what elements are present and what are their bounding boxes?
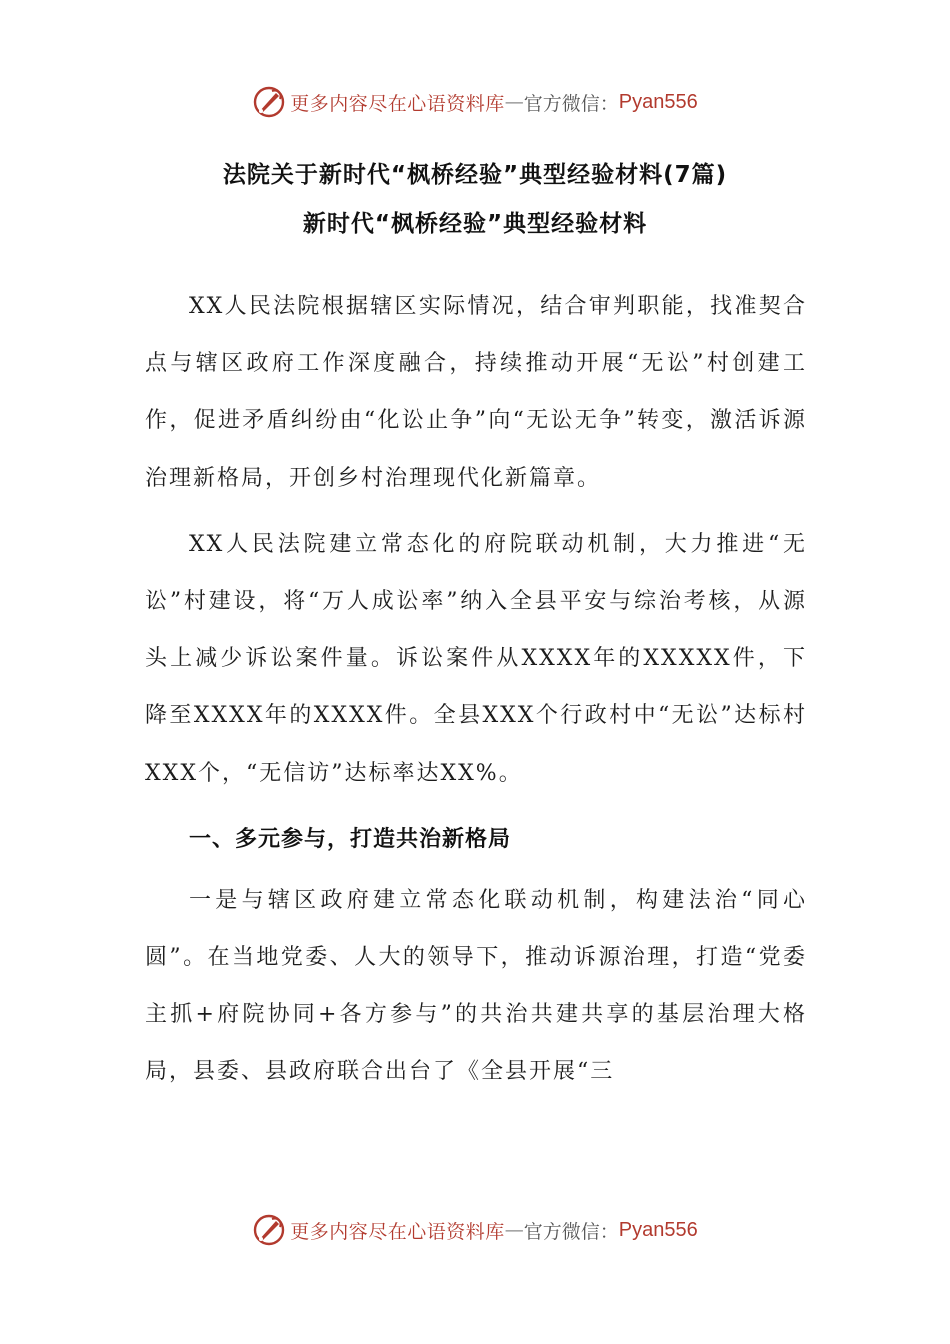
banner-wechat-id: Pyan556 <box>618 1218 698 1241</box>
document-subtitle: 新时代“枫桥经验”典型经验材料 <box>302 211 648 237</box>
document-body <box>145 278 807 1101</box>
banner-separator: — <box>504 91 524 113</box>
body-paragraph: XX人民法院建立常态化的府院联动机制，大力推进“无讼”村建设，将“万人成讼率”纳入全县平安与综治考核，从源头上减少诉讼案件量。诉讼案件从XXXX年的XXXXX件，下降至XXXX年的XXXX件。全县XXX个行政村中“无讼”达标村XXX个，“无信访”达标率达XX%。 <box>145 531 807 786</box>
quill-logo-icon <box>252 1213 286 1247</box>
banner-site-text: 更多内容尽在心语资料库 <box>290 1220 505 1243</box>
document-title: 法院关于新时代“枫桥经验”典型经验材料(7篇) <box>222 162 728 188</box>
section-paragraph: 一是与辖区政府建立常态化联动机制，构建法治“同心圆”。在当地党委、人大的领导下，推动诉源治理，打造“党委主抓+府院协同+各方参与”的共治共建共享的基层治理大格局，县委、县政府联合出台了《全县开展“三 <box>145 887 807 1085</box>
quill-logo-icon <box>252 85 286 119</box>
footer-watermark-banner <box>0 1208 950 1252</box>
banner-wechat-id: Pyan556 <box>618 90 698 113</box>
banner-wechat-label: 官方微信： <box>523 92 619 115</box>
header-watermark-banner <box>0 80 950 124</box>
body-paragraph: XX人民法院根据辖区实际情况，结合审判职能，找准契合点与辖区政府工作深度融合，持续推动开展“无讼”村创建工作，促进矛盾纠纷由“化讼止争”向“无讼无争”转变，激活诉源治理新格局，开创乡村治理现代化新篇章。 <box>145 294 807 491</box>
banner-site-text: 更多内容尽在心语资料库 <box>290 92 505 115</box>
banner-separator: — <box>504 1219 524 1241</box>
section-heading: 一、多元参与，打造共治新格局 <box>189 826 512 852</box>
banner-wechat-label: 官方微信： <box>523 1220 619 1243</box>
